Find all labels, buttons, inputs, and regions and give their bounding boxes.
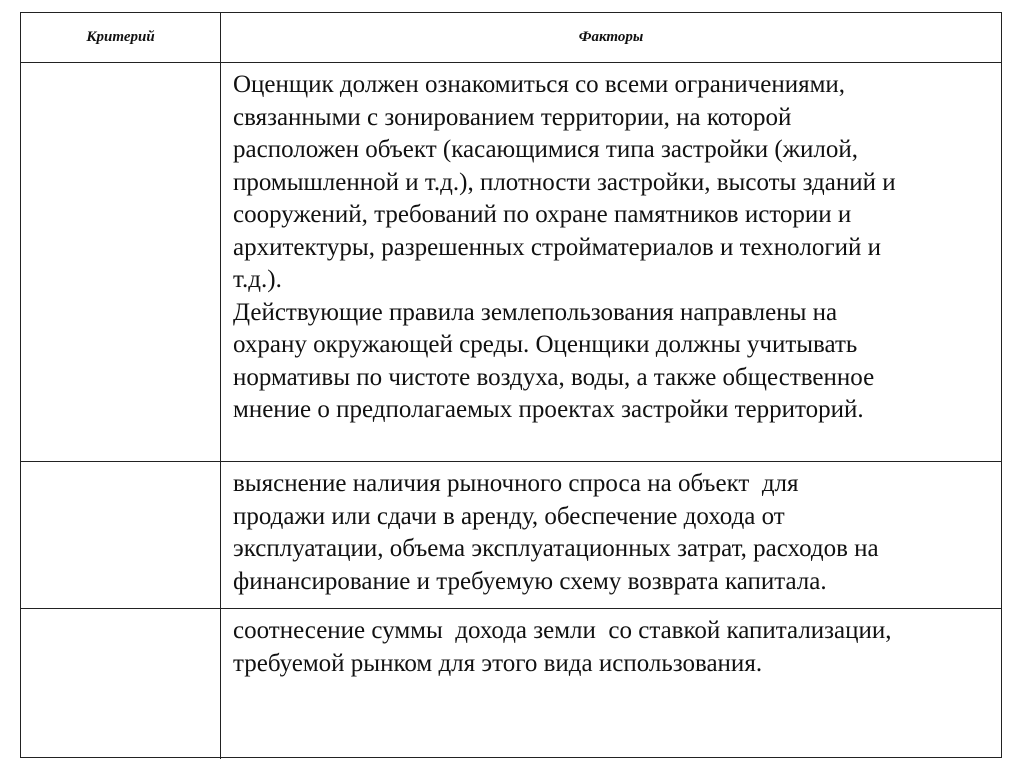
criteria-factors-table [20, 12, 1002, 758]
factors-text: соотнесение суммы дохода земли со ставкой капитализации, требуемой рынком для этого вида использования. [233, 617, 892, 677]
table-row [21, 63, 1001, 462]
header-criterion: Критерий [21, 13, 221, 62]
table-row [21, 609, 1001, 759]
factors-cell [221, 462, 1001, 608]
criterion-cell [21, 63, 221, 461]
table-header-row [21, 13, 1001, 63]
table-row [21, 462, 1001, 609]
factors-text: выяснение наличия рыночного спроса на объект для продажи или сдачи в аренду, обеспечение дохода от эксплуатации, объема эксплуатационных затрат, расходов на финансирование и требуемую схему возврата капитала. [233, 470, 879, 595]
criterion-cell [21, 609, 221, 759]
factors-cell [221, 63, 1001, 461]
header-factors: Факторы [578, 29, 644, 45]
factors-cell [221, 609, 1001, 759]
factors-text: Оценщик должен ознакомиться со всеми ограничениями, связанными с зонированием территории, на которой расположен объект (касающимися типа застройки (жилой, промышленной и т.д.), плотности застройки, высоты зданий и сооружений, требований по охране памятников истории и архитектуры, разрешенных стройматериалов и технологий и т.д.). Действующие правила землепользования направлены на охрану окружающей среды. Оценщики должны учитывать нормативы по чистоте воздуха, воды, а также общественное мнение о предполагаемых проектах застройки территорий. [233, 71, 896, 423]
criterion-cell [21, 462, 221, 608]
